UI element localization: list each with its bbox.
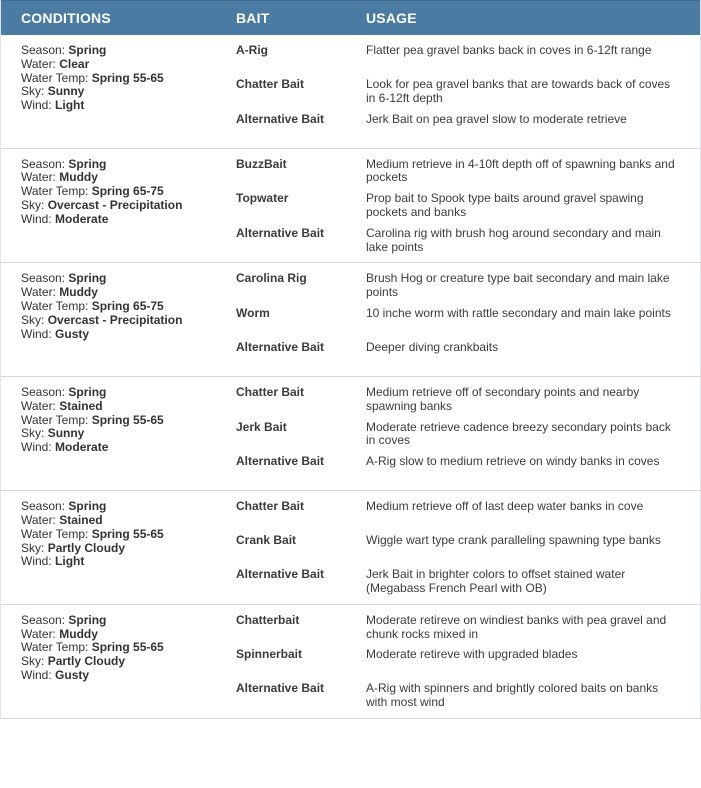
condition-label: Sky: [21,654,45,669]
bait-cell: Alternative Bait [236,567,325,582]
bait-rows [236,44,700,140]
condition-value: Moderate [55,440,109,455]
condition-line-sky [21,85,236,99]
condition-value: Sunny [47,84,85,99]
conditions-cell [1,158,236,255]
table-header [1,0,700,35]
condition-label: Water: [21,626,56,641]
condition-value: Muddy [59,626,98,641]
usage-cell: Moderate retireve on windiest banks with pea gravel and chunk rocks mixed in [366,612,667,641]
condition-line-water [21,514,236,528]
usage-cell: Prop bait to Spook type baits around gravel spawing pockets and banks [366,191,644,219]
condition-value: Muddy [59,170,98,185]
condition-line-wind [21,328,236,342]
bait-cell: Alternative Bait [236,454,325,469]
condition-value: Moderate [55,211,109,226]
condition-label: Season: [21,384,66,399]
bait-cell: Chatterbait [236,612,300,627]
condition-line-wind [21,99,236,113]
table-section [1,605,700,719]
condition-line-season [21,158,236,172]
table-row [236,421,700,449]
usage-cell: Medium retrieve off of last deep water banks in cove [366,499,644,514]
usage-cell: Wiggle wart type crank paralleling spawning type banks [366,533,661,548]
condition-line-water-temp [21,72,236,86]
condition-value: Partly Cloudy [47,540,126,555]
usage-cell: Moderate retireve with upgraded blades [366,647,578,662]
bait-cell: Spinnerbait [236,647,303,662]
bait-cell: Alternative Bait [236,339,325,354]
bait-cell: A-Rig [236,43,268,57]
condition-label: Season: [21,43,66,57]
condition-value: Clear [59,56,90,71]
table-section [1,35,700,149]
bait-cell: Alternative Bait [236,111,325,126]
usage-cell: 10 inche worm with rattle secondary and main lake points [366,305,671,320]
condition-label: Water Temp: [21,640,89,655]
usage-cell: Flatter pea gravel banks back in coves in 6-12ft range [366,43,652,57]
table-row [236,455,700,482]
usage-cell: Jerk Bait on pea gravel slow to moderate retrieve [366,111,627,126]
condition-line-season [21,44,236,58]
condition-label: Water Temp: [21,184,89,199]
condition-label: Wind: [21,211,52,226]
table-row [236,227,700,255]
condition-label: Sky: [21,84,45,99]
condition-value: Muddy [59,285,98,300]
condition-label: Season: [21,612,66,627]
condition-line-water-temp [21,414,236,428]
table-body [1,35,700,719]
usage-cell: A-Rig with spinners and brightly colored baits on banks with most wind [366,681,659,710]
condition-value: Spring [68,384,107,399]
condition-value: Sunny [47,426,85,441]
usage-cell: Moderate retrieve cadence breezy secondary points back in coves [366,419,671,448]
conditions-cell [1,614,236,710]
table-row [236,341,700,368]
table-row [236,192,700,220]
condition-line-sky [21,542,236,556]
condition-value: Partly Cloudy [47,654,126,669]
usage-cell: Jerk Bait in brighter colors to offset stained water (Megabass French Pearl with OB) [366,567,626,595]
table-row [236,568,700,596]
bait-cell: BuzzBait [236,156,287,171]
condition-label: Season: [21,499,66,514]
header-conditions: CONDITIONS [21,10,111,26]
condition-label: Water: [21,285,56,300]
condition-value: Spring [68,612,107,627]
condition-value: Spring 55-65 [91,70,164,85]
condition-value: Light [55,554,85,569]
bait-rows [236,272,700,368]
condition-line-wind [21,669,236,683]
condition-line-sky [21,199,236,213]
condition-value: Spring 65-75 [91,298,164,313]
bait-cell: Worm [236,305,270,320]
usage-cell: Medium retrieve in 4-10ft depth off of spawning banks and pockets [366,156,675,185]
condition-line-season [21,272,236,286]
condition-value: Spring [68,156,107,171]
table-row [236,272,700,300]
condition-value: Stained [59,512,103,527]
condition-label: Sky: [21,197,45,212]
bait-cell: Topwater [236,191,289,206]
condition-line-water [21,286,236,300]
condition-line-sky [21,427,236,441]
condition-value: Gusty [55,667,90,682]
table-row [236,614,700,642]
condition-value: Spring [68,43,107,57]
condition-label: Wind: [21,554,52,569]
bait-rows [236,158,700,255]
condition-value: Overcast - Precipitation [47,312,183,327]
bait-rows [236,386,700,482]
conditions-cell [1,500,236,596]
table-section [1,491,700,605]
bait-cell: Carolina Rig [236,271,307,286]
bait-cell: Chatter Bait [236,499,305,514]
condition-label: Season: [21,271,66,286]
condition-label: Water: [21,512,56,527]
conditions-cell [1,386,236,482]
usage-cell: Deeper diving crankbaits [366,339,499,354]
usage-cell: Look for pea gravel banks that are towards back of coves in 6-12ft depth [366,77,671,105]
condition-value: Spring 55-65 [91,412,164,427]
condition-label: Water: [21,170,56,185]
conditions-cell [1,44,236,140]
condition-line-wind [21,213,236,227]
condition-line-water-temp [21,641,236,655]
condition-value: Spring [68,499,107,514]
bait-cell: Chatter Bait [236,384,305,399]
table-row [236,44,700,71]
condition-label: Wind: [21,667,52,682]
condition-line-season [21,614,236,628]
condition-label: Wind: [21,326,52,341]
bait-rows [236,614,700,710]
condition-line-water [21,171,236,185]
table-section [1,149,700,264]
conditions-cell [1,272,236,368]
table-row [236,307,700,334]
condition-label: Sky: [21,312,45,327]
header-usage: USAGE [366,10,417,26]
condition-line-sky [21,314,236,328]
condition-label: Water: [21,56,56,71]
table-row [236,500,700,527]
bait-cell: Jerk Bait [236,419,287,434]
table-section [1,377,700,491]
bait-rows [236,500,700,596]
condition-label: Water Temp: [21,526,89,541]
condition-label: Wind: [21,98,52,113]
bait-cell: Crank Bait [236,533,297,548]
condition-label: Water: [21,398,56,413]
usage-cell: Medium retrieve off of secondary points and nearby spawning banks [366,384,640,413]
bait-cell: Alternative Bait [236,225,325,240]
condition-label: Water Temp: [21,412,89,427]
condition-value: Overcast - Precipitation [47,197,183,212]
condition-label: Wind: [21,440,52,455]
condition-label: Water Temp: [21,70,89,85]
bait-cell: Alternative Bait [236,681,325,696]
condition-value: Light [55,98,85,113]
condition-line-water-temp [21,185,236,199]
usage-cell: Carolina rig with brush hog around secondary and main lake points [366,225,661,254]
condition-value: Spring [68,271,107,286]
condition-line-water-temp [21,528,236,542]
condition-label: Water Temp: [21,298,89,313]
table-row [236,386,700,414]
condition-line-sky [21,655,236,669]
condition-value: Stained [59,398,103,413]
usage-cell: A-Rig slow to medium retrieve on windy banks in coves [366,454,660,469]
condition-line-water [21,58,236,72]
condition-line-wind [21,441,236,455]
condition-label: Sky: [21,540,45,555]
condition-value: Spring 55-65 [91,526,164,541]
condition-label: Sky: [21,426,45,441]
table-row [236,682,700,710]
table-row [236,78,700,106]
condition-value: Spring 55-65 [91,640,164,655]
condition-line-season [21,386,236,400]
table-row [236,113,700,140]
condition-label: Season: [21,156,66,171]
condition-line-water [21,628,236,642]
table-section [1,263,700,377]
condition-line-water [21,400,236,414]
bait-cell: Chatter Bait [236,77,305,91]
table-row [236,158,700,186]
condition-value: Gusty [55,326,90,341]
table-row [236,534,700,561]
header-bait: BAIT [236,10,270,26]
table-row [236,648,700,675]
condition-line-water-temp [21,300,236,314]
usage-cell: Brush Hog or creature type bait secondary and main lake points [366,271,670,300]
condition-line-wind [21,555,236,569]
condition-value: Spring 65-75 [91,184,164,199]
condition-line-season [21,500,236,514]
